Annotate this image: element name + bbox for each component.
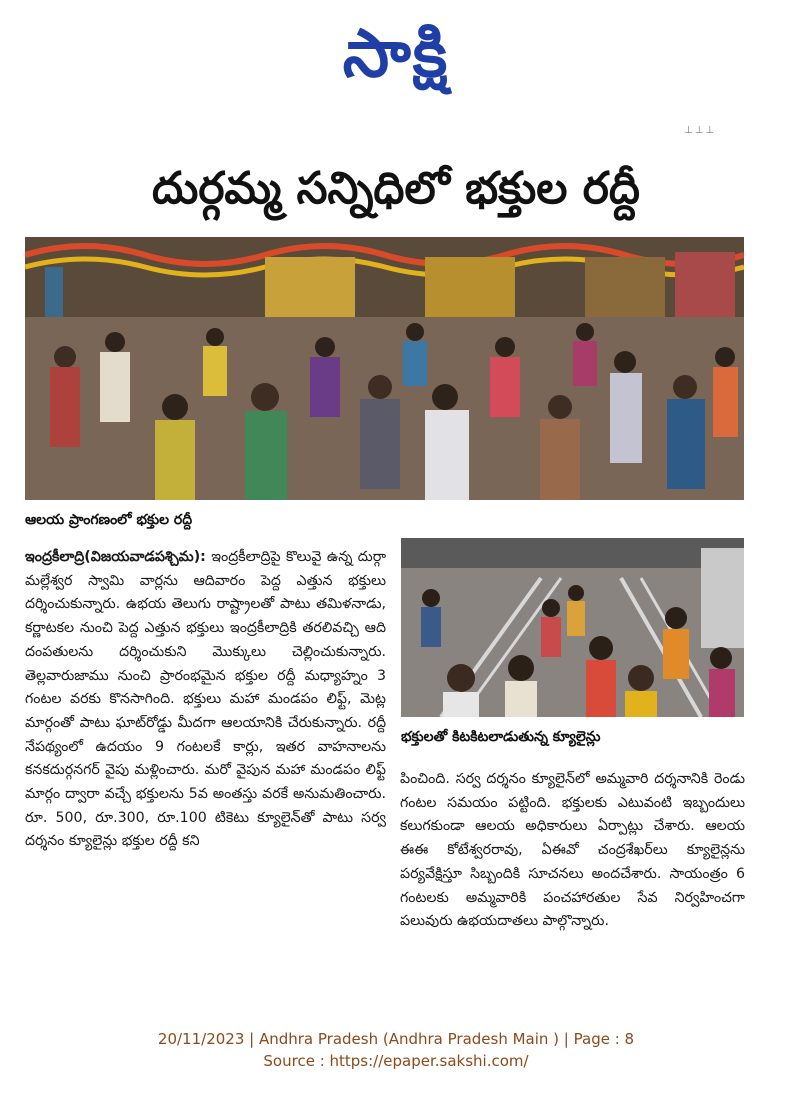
article-column-2 (400, 768, 745, 934)
article-text: ఇంద్రకీలాద్రిపై కొలువై ఉన్న దుర్గా మల్లేశ్వర స్వామి వార్లను ఆదివారం పెద్ద ఎత్తున భక్తులు దర్శించుకున్నారు. ఉభయ తెలుగు రాష్ట్రాలతో పాటు తమిళనాడు, కర్ణాటకల నుంచి పెద్ద ఎత్తున భక్తులు ఇంద్రకీలాద్రికి తరలివచ్చి ఆది దంపతులను దర్శించుకుని మొక్కులు చెల్లించుకున్నారు. తెల్లవారుజాము నుంచి ప్రారంభమైన భక్తుల రద్దీ మధ్యాహ్నం 3 గంటల వరకు కొనసాగింది. భక్తులు మహా మండపం లిఫ్ట్, మెట్ల మార్గంతో పాటు ఘాట్‌రోడ్డు మీదగా ఆలయానికి చేరుకున్నారు. రద్దీ నేపథ్యంలో ఉదయం 9 గంటలకే కార్లు, ఇతర వాహనాలను కనకదుర్గనగర్ వైపు మళ్లించారు. మరో వైపున మహా మండపం లిఫ్ట్ మార్గం ద్వారా వచ్చే భక్తులను 5వ అంతస్తు వరకే అనుమతించారు. రూ. 500, రూ.300, రూ.100 టికెటు క్యూలైన్‌తో పాటు సర్వ దర్శనం క్యూలైన్లు భక్తుల రద్దీ కని (25, 549, 386, 850)
article-column-1 (25, 546, 386, 854)
photo-caption: భక్తులతో కిటకిటలాడుతున్న క్యూలైన్లు (401, 729, 601, 745)
temple-crowd-photo (25, 237, 744, 500)
photo-caption: ఆలయ ప్రాంగణంలో భక్తుల రద్దీ (25, 512, 193, 528)
queue-line-illustration (401, 538, 744, 717)
temple-crowd-illustration (25, 237, 744, 500)
article-headline: దుర్గమ్మ సన్నిధిలో భక్తుల రద్దీ (152, 163, 640, 214)
queue-line-photo (401, 538, 744, 717)
source-link[interactable]: Source : https://epaper.sakshi.com/ (263, 1052, 529, 1070)
dateline: ఇంద్రకీలాద్రి(విజయవాడపశ్చిమ): (25, 549, 206, 565)
newspaper-logo: సాక్షి (342, 15, 450, 92)
article-text: పించింది. సర్వ దర్శనం క్యూలైన్‌లో అమ్మవారి దర్శనానికి రెండు గంటల సమయం పట్టింది. భక్తులకు ఎటువంటి ఇబ్బందులు కలుగకుండా ఆలయ అధికారులు ఏర్పాట్లు చేశారు. ఆలయ ఈఈ కోటేశ్వరరావు, ఏఈవో చంద్రశేఖర్‌లు క్యూలైన్లను పర్యవేక్షిస్తూ సిబ్బందికి సూచనలు అందచేశారు. సాయంత్రం 6 గంటలకు అమ్మవారికి పంచహారతుల సేవ నిర్వహించగా పలువురు ఉభయదాతలు పాల్గొన్నారు. (400, 771, 745, 930)
edition-info: 20/11/2023 | Andhra Pradesh (Andhra Pradesh Main ) | Page : 8 (157, 1030, 635, 1048)
cut-mark: ⊥⊥⊥ (684, 125, 717, 136)
